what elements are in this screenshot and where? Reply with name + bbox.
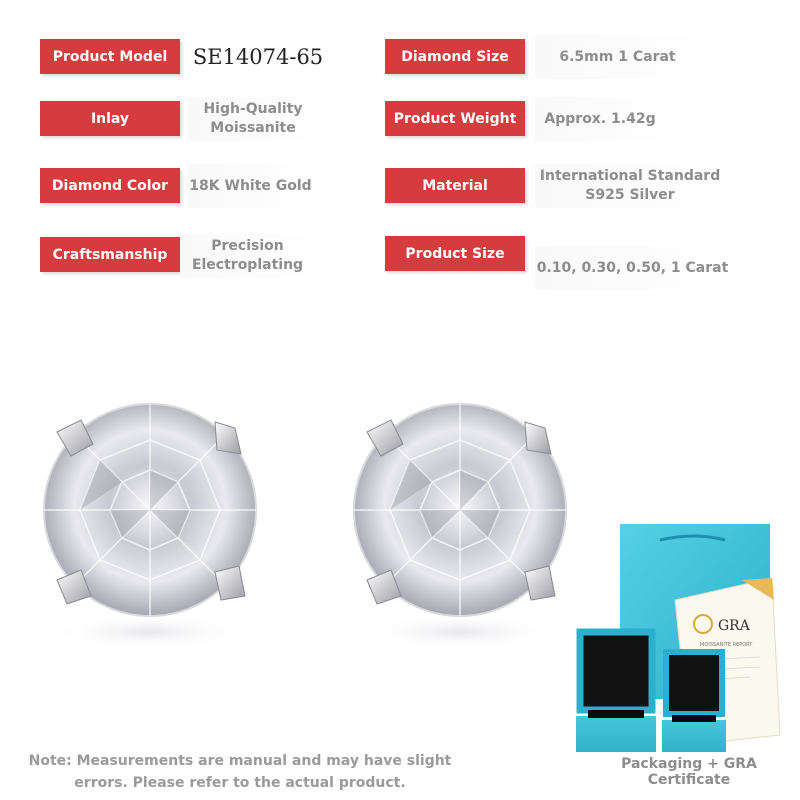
cert-logo-text: GRA (718, 618, 750, 634)
value-product-weight: Approx. 1.42g (535, 97, 665, 141)
value-craftsmanship: Precision Electroplating (180, 234, 315, 278)
value-diamond-size: 6.5mm 1 Carat (535, 35, 700, 79)
label-product-weight: Product Weight (385, 101, 525, 136)
label-diamond-color: Diamond Color (40, 168, 180, 203)
label-craftsmanship: Craftsmanship (40, 237, 180, 272)
jewelry-box-small-icon (662, 652, 726, 752)
label-product-size: Product Size (385, 236, 525, 271)
value-inlay: High-Quality Moissanite (188, 97, 318, 141)
label-product-model: Product Model (40, 39, 180, 74)
packaging-caption: Packaging + GRA Certificate (621, 756, 757, 788)
label-material: Material (385, 168, 525, 203)
measurement-note: Note: Measurements are manual and may have slight errors. Please refer to the actual product. (28, 753, 452, 791)
value-diamond-color: 18K White Gold (188, 164, 313, 208)
value-product-size: 0.10, 0.30, 0.50, 1 Carat (535, 246, 730, 290)
packaging-illustration (480, 520, 800, 760)
label-diamond-size: Diamond Size (385, 39, 525, 74)
jewelry-box-large-icon (576, 632, 656, 752)
cert-subtitle-text: MOISSANITE REPORT (700, 642, 753, 648)
moissanite-stud-earring-icon (35, 400, 265, 660)
value-product-model: SE14074-65 (192, 44, 324, 69)
value-material: International Standard S925 Silver (535, 164, 725, 208)
label-inlay: Inlay (40, 101, 180, 136)
